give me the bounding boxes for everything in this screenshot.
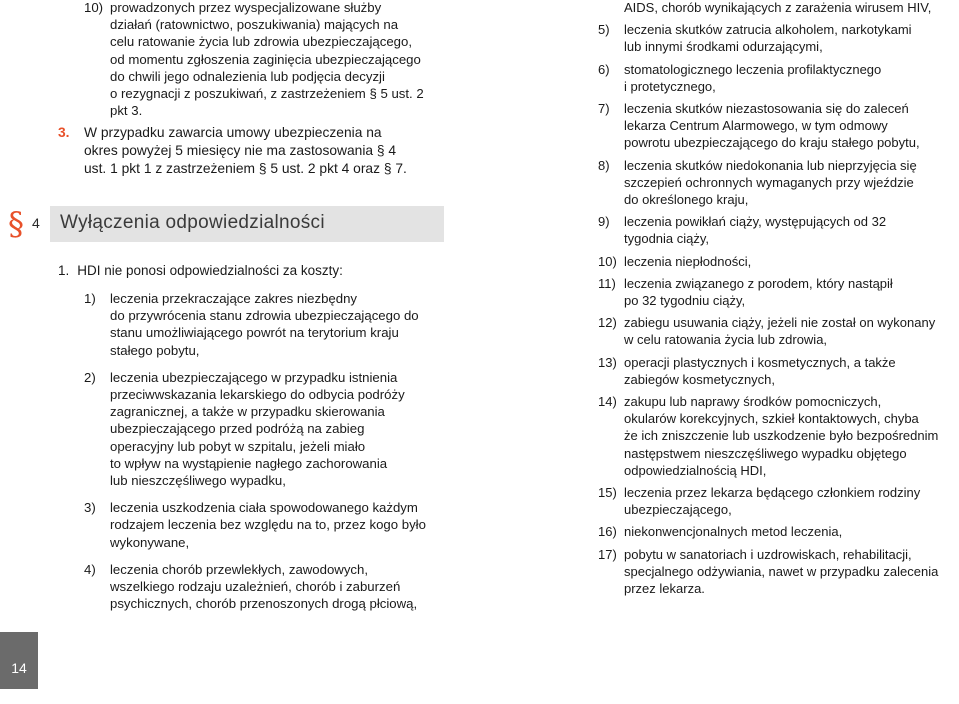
intro-paragraph: [58, 262, 438, 279]
list-item: [598, 393, 959, 479]
text-line: stanu umożliwiającego powrót na terytorium kraju: [110, 325, 399, 341]
text-line: leczenia przekraczające zakres niezbędny: [110, 291, 358, 306]
text-line: niekonwencjonalnych metod leczenia,: [624, 524, 843, 540]
list-item: [598, 21, 959, 55]
list-item: [598, 253, 959, 270]
text-line: zakupu lub naprawy środków pomocniczych,: [624, 394, 882, 410]
list-item: [598, 100, 959, 152]
text-line: do chwili jego odnalezienia lub podjęcia decyzji: [110, 68, 385, 84]
section-title: Wyłączenia odpowiedzialności: [60, 212, 325, 233]
text-line: odpowiedzialnością HDI,: [624, 462, 767, 478]
text-line: leczenia przez lekarza będącego członkiem rodziny: [624, 485, 921, 501]
text-line: lub nieszczęśliwego wypadku,: [110, 473, 286, 489]
paragraph-number: 1.: [58, 263, 70, 278]
text-line: zabiegów kosmetycznych,: [624, 371, 776, 387]
left-list: [84, 290, 454, 612]
page-number-box: [0, 632, 38, 689]
text-line: specjalnego odżywiania, nawet w przypadku zalecenia: [624, 563, 939, 579]
page-number: 14: [11, 660, 27, 676]
text-line: stałego pobytu,: [110, 342, 200, 358]
intro-text: HDI nie ponosi odpowiedzialności za koszty:: [77, 263, 343, 278]
text-line: celu ratowanie życia lub zdrowia ubezpieczającego,: [110, 34, 413, 50]
text-line: to wpływ na wystąpienie nagłego zachorowania: [110, 455, 388, 471]
text-line: stomatologicznego leczenia profilaktycznego: [624, 61, 882, 77]
item-number: 5): [598, 22, 610, 38]
text-line: leczenia skutków niedokonania lub nieprzyjęcia się: [624, 157, 917, 173]
list-item: [598, 157, 959, 209]
text-line: pobytu w sanatoriach i uzdrowiskach, rehabilitacji,: [624, 546, 912, 562]
item-number: 11): [598, 275, 616, 291]
item-number: 7): [598, 101, 610, 117]
text-line: do przywrócenia stanu zdrowia ubezpieczającego do: [110, 308, 419, 324]
text-line: wykonywane,: [110, 534, 190, 550]
right-column: [598, 0, 959, 602]
item-number: 13): [598, 354, 617, 370]
text-line: operacyjny lub pobyt w szpitalu, jeżeli miało: [110, 438, 366, 454]
clause-3: [58, 124, 443, 178]
item-number: 14): [598, 394, 617, 410]
text-line: działań (ratownictwo, poszukiwania) mających na: [110, 17, 399, 33]
text-line: W przypadku zawarcia umowy ubezpieczenia na: [84, 125, 382, 140]
list-item: [598, 213, 959, 247]
text-line: lub innymi środkami odurzającymi,: [624, 39, 823, 55]
text-line: następstwem nieszczęśliwego wypadku objętego: [624, 445, 907, 461]
text-line: rodzajem leczenia bez względu na to, przez kogo było: [110, 517, 426, 533]
list-item: [598, 523, 959, 540]
item-number: 2): [84, 369, 96, 385]
right-list: [598, 21, 959, 597]
text-line: przez lekarza.: [624, 581, 705, 597]
text-line: zagranicznej, a także w przypadku skierowania: [110, 404, 385, 420]
text-line: szczepień ochronnych wymaganych przy wjeździe: [624, 174, 914, 190]
list-item: [84, 561, 454, 613]
text-line: wszelkiego rodzaju uzależnień, chorób i zaburzeń: [110, 579, 401, 595]
section-number: 4: [32, 215, 40, 231]
item-number: 12): [598, 315, 617, 331]
list-item: [84, 290, 454, 359]
text-line: leczenia chorób przewlekłych, zawodowych,: [110, 561, 369, 577]
text-line: okularów korekcyjnych, szkieł kontaktowych, chyba: [624, 411, 919, 427]
list-item: [598, 275, 959, 309]
text-line: leczenia uszkodzenia ciała spowodowanego każdym: [110, 500, 418, 516]
text-line: przeciwwskazania lekarskiego do odbycia podróży: [110, 387, 405, 403]
list-item: [598, 314, 959, 348]
svg-text:§: §: [8, 207, 24, 241]
item-number: 9): [598, 214, 610, 230]
list-item: [84, 499, 454, 551]
text-line: w celu ratowania życia lub zdrowia,: [624, 332, 828, 348]
list-item: [598, 546, 959, 598]
text-line: zabiegu usuwania ciąży, jeżeli nie został on wykonany: [624, 315, 936, 331]
item-number: 15): [598, 485, 617, 501]
text-line: leczenia powikłań ciąży, występujących od 32: [624, 214, 887, 230]
list-item: [598, 354, 959, 388]
text-line: leczenia skutków zatrucia alkoholem, narkotykami: [624, 22, 912, 38]
text-line: leczenia niepłodności,: [624, 253, 752, 269]
text-line: leczenia ubezpieczającego w przypadku istnienia: [110, 369, 398, 385]
item-number: 8): [598, 157, 610, 173]
item-number: 3): [84, 500, 96, 516]
paragraph-icon: [8, 207, 30, 241]
text-line: do określonego kraju,: [624, 192, 749, 208]
item-number: 16): [598, 524, 617, 540]
text-line: o rezygnacji z poszukiwań, z zastrzeżeniem § 5 ust. 2: [110, 86, 424, 102]
list-item: [598, 61, 959, 95]
text-line: lekarza Centrum Alarmowego, w tym odmowy: [624, 118, 888, 134]
text-line: powrotu ubezpieczającego do kraju stałego pobytu,: [624, 135, 920, 151]
list-item: [84, 369, 454, 489]
text-line: i protetycznego,: [624, 78, 716, 94]
item-number: 10): [598, 253, 617, 269]
text-line: operacji plastycznych i kosmetycznych, a także: [624, 354, 896, 370]
text-line: psychicznych, chorób przenoszonych drogą płciową,: [110, 596, 418, 612]
text-line: AIDS, chorób wynikających z zarażenia wirusem HIV,: [624, 0, 932, 15]
text-line: po 32 tygodniu ciąży,: [624, 293, 746, 309]
item-number: 17): [598, 546, 617, 562]
text-line: ubezpieczającego przed podróżą na zabieg: [110, 421, 365, 437]
text-line: tygodnia ciąży,: [624, 231, 710, 247]
item-number: 6): [598, 61, 610, 77]
left-item-10: [84, 0, 454, 119]
text-line: leczenia skutków niezastosowania się do zaleceń: [624, 101, 909, 117]
list-item: [598, 484, 959, 518]
item-number: 4): [84, 561, 96, 577]
clause-number: 3.: [58, 125, 70, 140]
text-line: że ich zniszczenie lub uszkodzenie było bezpośrednim: [624, 428, 939, 444]
item-number: 1): [84, 291, 96, 306]
text-line: okres powyżej 5 miesięcy nie ma zastosowania § 4: [84, 143, 397, 158]
text-line: ust. 1 pkt 1 z zastrzeżeniem § 5 ust. 2 pkt 4 oraz § 7.: [84, 161, 407, 176]
text-line: ubezpieczającego,: [624, 502, 732, 518]
text-line: pkt 3.: [110, 103, 143, 119]
text-line: prowadzonych przez wyspecjalizowane służby: [110, 0, 382, 15]
item-number: 10): [84, 0, 104, 15]
text-line: leczenia związanego z porodem, który nastąpił: [624, 275, 893, 291]
text-line: od momentu zgłoszenia zaginięcia ubezpieczającego: [110, 51, 421, 67]
